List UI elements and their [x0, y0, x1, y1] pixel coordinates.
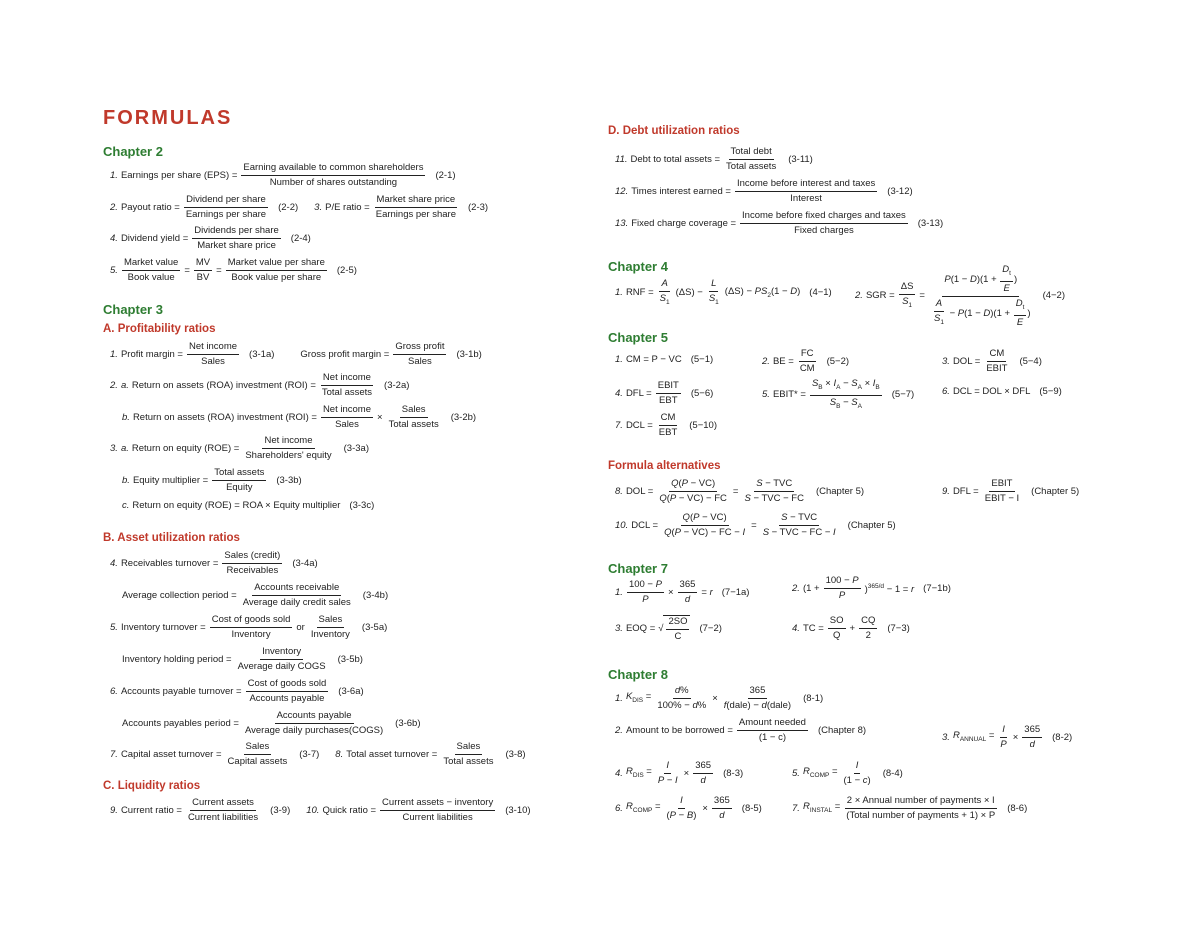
formula-5-10: 7. DCL = $\frac{CM}{\text{EBT}}$ (5−10): [615, 412, 717, 438]
page-title: FORMULAS: [103, 107, 233, 129]
formula-8-2: 3. $R_{ANNUAL}$ = $\frac{I}{P}$ × $\frac{365}{d}$ (8-2): [942, 724, 1073, 750]
chapter-3-heading: Chapter 3: [103, 302, 163, 317]
formula-3-2a: 2. a. Return on assets (ROA) investment (ROI) = $\frac{\text{Net income}}{\text{Total assets}}$ (3-2a): [110, 372, 410, 398]
formula-3-7: 7. Capital asset turnover = $\frac{\text{Sales}}{\text{Capital assets}}$ (3-7) 8. Total asset turnover = $\frac{\text{Sales}}{\text{Total assets}}$ (3-8): [110, 741, 526, 767]
chapter-5-heading: Chapter 5: [608, 330, 668, 345]
formula-chapter-8-borrow: 2. Amount to be borrowed = $\frac{\text{Amount needed}}{(1 - c)}$ (Chapter 8): [615, 717, 867, 743]
section-a-heading: A. Profitability ratios: [103, 323, 216, 335]
formula-4-2: 2. SGR = $\frac{\Delta S}{S_1}$ = P(1 − D)(1 + $\frac{D_t}{E}$ ) $\frac{A}{S_1}$ − P(1 − D)(1 + $\frac{D_t}{E}$ ) (4−2): [855, 264, 1066, 328]
section-b-heading: B. Asset utilization ratios: [103, 532, 240, 544]
formula-3-2b: b. Return on assets (ROA) investment (ROI) = $\frac{\text{Net income}}{\text{Sales}}$ × $\frac{\text{Sales}}{\text{Total assets}}$ (3-2b): [122, 404, 477, 430]
formula-3-4a: 4. Receivables turnover = $\frac{\text{Sales (credit)}}{\text{Receivables}}$ (3-4a): [110, 550, 318, 576]
formula-3-13: 13. Fixed charge coverage = $\frac{\text{Income before fixed charges and taxes}}{\text{Fixed charges}}$ (3-13): [615, 210, 944, 236]
formula-7-2: 3. EOQ = √ $\frac{2SO}{C}$ (7−2): [615, 616, 722, 642]
formula-5-4: 3. DOL = $\frac{CM}{\text{EBIT}}$ (5−4): [942, 348, 1042, 374]
formula-8-4: 5. $R_{COMP}$ = $\frac{I}{(1 - c)}$ (8-4): [792, 760, 903, 786]
formula-8-5: 6. $R_{COMP}$ = $\frac{I}{(P - B)}$ × $\frac{365}{d}$ (8-5): [615, 795, 762, 821]
formula-alt-10: 10. DCL = $\frac{Q(P - VC)}{Q(P - VC) - FC - I}$ = $\frac{\text{S − TVC}}{\text{S − TVC − FC − I}}$ (Chapter 5): [615, 512, 896, 538]
chapter-4-heading: Chapter 4: [608, 259, 668, 274]
formula-8-1: 1. $K_{DIS}$ = $\frac{d\%}{100\% - d\%}$ × $\frac{365}{\text{f(dale) − d(dale)}}$ (8-1): [615, 685, 824, 711]
formula-2-5: 5. $\frac{\text{Market value}}{\text{Book value}}$ = $\frac{MV}{BV}$ = $\frac{\text{Market value per share}}{\text{Book value per share}}$ (2-5): [110, 257, 357, 283]
formula-4-1: 1. RNF = $\frac{A}{S_1}$ (ΔS) − $\frac{L}{S_1}$ $(\Delta S) - PS_2(1 - D)$ (4−1): [615, 278, 832, 306]
formula-2-2: 2. Payout ratio = $\frac{\text{Dividend per share}}{\text{Earnings per share}}$ (2-2) 3. P/E ratio = $\frac{\text{Market share price}}{\text{Earnings per share}}$ (2-3): [110, 194, 489, 220]
section-c-heading: C. Liquidity ratios: [103, 780, 201, 792]
formula-3-11: 11. Debt to total assets = $\frac{\text{Total debt}}{\text{Total assets}}$ (3-11): [615, 146, 813, 172]
chapter-8-heading: Chapter 8: [608, 667, 668, 682]
chapter-7-heading: Chapter 7: [608, 561, 668, 576]
formula-3-4b: Average collection period = $\frac{\text{Accounts receivable}}{\text{Average daily credit sales}}$ (3-4b): [122, 582, 389, 608]
chapter-2-heading: Chapter 2: [103, 144, 163, 159]
formula-3-5b: Inventory holding period = $\frac{\text{Inventory}}{\text{Average daily COGS}}$ (3-5b): [122, 646, 363, 672]
formula-5-2: 2. BE = $\frac{FC}{CM}$ (5−2): [762, 348, 850, 374]
formula-3-1: 1. Profit margin = $\frac{\text{Net income}}{\text{Sales}}$ (3-1a) Gross profit margin = $\frac{\text{Gross profit}}{\text{Sales}}$ (3-1b): [110, 341, 482, 367]
formula-7-1b: 2. (1 + $\frac{100 - P}{P}$ )$^{365/d}$ − 1 = r (7−1b): [792, 575, 951, 601]
formula-5-7: 5. EBIT* = $\frac{S_B \times I_A - S_A \times I_B}{S_B - S_A}$ (5−7): [762, 378, 915, 410]
formula-5-9: 6. DCL = DOL × DFL (5−9): [942, 386, 1062, 397]
formula-7-3: 4. TC = $\frac{SO}{Q}$ + $\frac{CQ}{2}$ (7−3): [792, 615, 910, 641]
formula-alternatives-heading: Formula alternatives: [608, 460, 721, 472]
formula-8-6: 7. $R_{INSTAL}$ = $\frac{\text{2 × Annual number of payments × I}}{\text{(Total number of payments + 1) × P}}$ (8-6): [792, 795, 1028, 821]
formula-3-3b: b. Equity multiplier = $\frac{\text{Total assets}}{\text{Equity}}$ (3-3b): [122, 467, 302, 493]
formula-5-1: 1. CM = P − VC (5−1): [615, 354, 714, 365]
formula-3-12: 12. Times interest earned = $\frac{\text{Income before interest and taxes}}{\text{Interest}}$ (3-12): [615, 178, 913, 204]
formula-3-6a: 6. Accounts payable turnover = $\frac{\text{Cost of goods sold}}{\text{Accounts payable}}$ (3-6a): [110, 678, 364, 704]
formula-3-5a: 5. Inventory turnover = $\frac{\text{Cost of goods sold}}{\text{Inventory}}$ or $\frac{\text{Sales}}{\text{Inventory}}$ (3-5a): [110, 614, 388, 640]
formula-8-3: 4. $R_{DIS}$ = $\frac{I}{P - I}$ × $\frac{365}{d}$ (8-3): [615, 760, 744, 786]
formula-2-1: 1. Earnings per share (EPS) = $\frac{\text{Earning available to common shareholders}}{\text{Number of shares outstanding}}$ (2-1): [110, 162, 456, 188]
formula-2-4: 4. Dividend yield = $\frac{\text{Dividends per share}}{\text{Market share price}}$ (2-4): [110, 225, 311, 251]
formula-3-6b: Accounts payables period = $\frac{\text{Accounts payable}}{\text{Average daily purchases(COGS)}}$ (3-6b): [122, 710, 421, 736]
formula-7-1a: 1. $\frac{100 - P}{P}$ × $\frac{365}{d}$ = r (7−1a): [615, 579, 750, 605]
formula-alt-9: 9. DFL = $\frac{\text{EBIT}}{\text{EBIT − I}}$ (Chapter 5): [942, 478, 1080, 504]
section-d-heading: D. Debt utilization ratios: [608, 125, 740, 137]
formula-5-6: 4. DFL = $\frac{\text{EBIT}}{\text{EBT}}$ (5−6): [615, 380, 714, 406]
formula-3-3a: 3. a. Return on equity (ROE) = $\frac{\text{Net income}}{\text{Shareholders' equity}}$ (3-3a): [110, 435, 369, 461]
formula-3-3c: c. Return on equity (ROE) = ROA × Equity multiplier (3-3c): [122, 500, 375, 511]
formula-alt-8: 8. DOL = $\frac{Q(P - VC)}{Q(P - VC) - FC}$ = $\frac{\text{S − TVC}}{\text{S − TVC − FC}}$ (Chapter 5): [615, 478, 865, 504]
formula-3-9: 9. Current ratio = $\frac{\text{Current assets}}{\text{Current liabilities}}$ (3-9) 10. Quick ratio = $\frac{\text{Current assets − inventory}}{\text{Current liabilities}}$ (3-10): [110, 797, 531, 823]
